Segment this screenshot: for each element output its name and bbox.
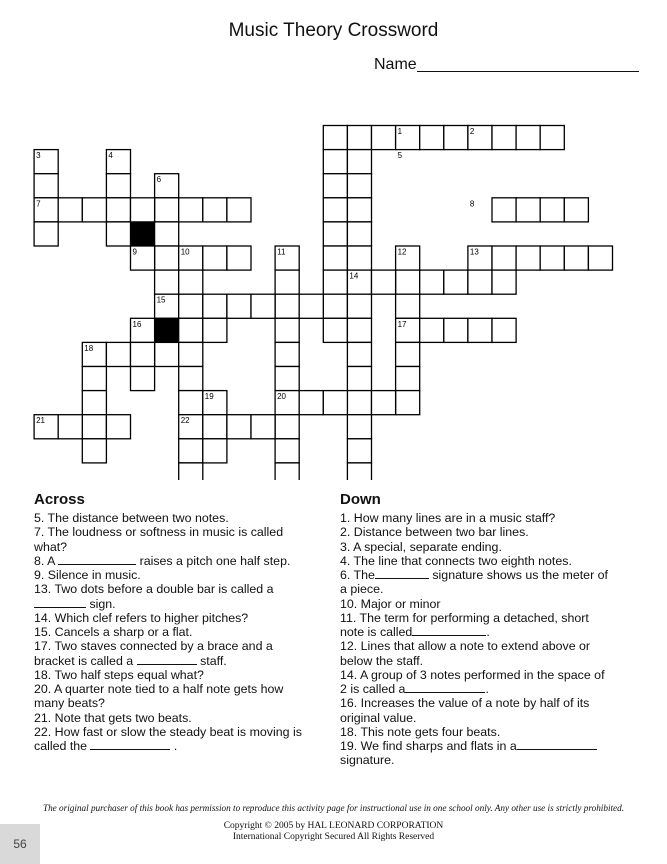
- crossword-cell[interactable]: [323, 174, 347, 198]
- clue-line: [34, 597, 302, 611]
- crossword-cell[interactable]: [492, 246, 516, 270]
- clue-number: 3: [36, 151, 41, 161]
- crossword-cell[interactable]: [131, 342, 155, 366]
- crossword-cell[interactable]: [564, 198, 588, 222]
- clue-text: called the: [34, 739, 91, 753]
- answer-blank: [412, 625, 486, 636]
- clue-text: 14. Which clef refers to higher pitches?: [34, 610, 249, 625]
- clue-line: [34, 554, 302, 568]
- crossword-cell[interactable]: [396, 294, 420, 318]
- clue-number: 21: [36, 416, 46, 426]
- crossword-cell[interactable]: [58, 415, 82, 439]
- crossword-cell[interactable]: [347, 439, 371, 463]
- crossword-cell[interactable]: [420, 126, 444, 150]
- crossword-cell[interactable]: [179, 270, 203, 294]
- across-clue-list: [34, 511, 302, 753]
- clue-line: [34, 511, 302, 525]
- clue-line: [340, 639, 608, 653]
- clue-line: [340, 597, 608, 611]
- clue-line: [34, 654, 302, 668]
- clue-number: 15: [156, 295, 166, 305]
- crossword-cell[interactable]: [347, 415, 371, 439]
- crossword-cell[interactable]: [275, 463, 299, 480]
- crossword-cell[interactable]: [323, 150, 347, 174]
- crossword-cell[interactable]: [179, 367, 203, 391]
- clue-text: signature.: [340, 753, 395, 768]
- clue-text: 4. The line that connects two eighth notes.: [340, 553, 572, 568]
- clue-line: [340, 696, 608, 710]
- crossword-cell[interactable]: [347, 367, 371, 391]
- clue-line: [34, 739, 302, 753]
- clue-number: 9: [132, 247, 137, 257]
- crossword-cell[interactable]: [203, 246, 227, 270]
- crossword-cell[interactable]: [82, 415, 106, 439]
- crossword-cell[interactable]: [396, 342, 420, 366]
- crossword-cell[interactable]: [227, 294, 251, 318]
- clue-text: 7. The loudness or softness in music is called: [34, 525, 284, 540]
- down-heading: Down: [340, 491, 381, 508]
- clue-number: 4: [108, 151, 113, 161]
- clue-line: [34, 682, 302, 696]
- clue-line: [34, 582, 302, 596]
- crossword-cell[interactable]: [323, 126, 347, 150]
- clue-number: 12: [397, 247, 407, 257]
- crossword-cell[interactable]: [323, 391, 347, 415]
- clue-number: 18: [84, 343, 94, 353]
- clue-line: [340, 654, 608, 668]
- clue-line: [340, 682, 608, 696]
- crossword-cell[interactable]: [540, 198, 564, 222]
- clue-line: [340, 668, 608, 682]
- answer-blank: [34, 597, 86, 608]
- clue-line: [34, 611, 302, 625]
- clue-line: [340, 625, 608, 639]
- crossword-cell[interactable]: [347, 126, 371, 150]
- crossword-cell[interactable]: [131, 198, 155, 222]
- crossword-cell[interactable]: [203, 439, 227, 463]
- crossword-cell[interactable]: [396, 391, 420, 415]
- crossword-cell[interactable]: [492, 198, 516, 222]
- crossword-cell[interactable]: [444, 270, 468, 294]
- clue-text: 10. Major or minor: [340, 596, 441, 611]
- crossword-cell[interactable]: [58, 198, 82, 222]
- clue-line: [34, 725, 302, 739]
- crossword-cell[interactable]: [396, 367, 420, 391]
- clue-number: 2: [469, 127, 475, 136]
- crossword-cell[interactable]: [179, 294, 203, 318]
- clue-text: 3. A special, separate ending.: [340, 539, 502, 554]
- clue-text: 21. Note that gets two beats.: [34, 710, 192, 725]
- crossword-cell[interactable]: [179, 391, 203, 415]
- crossword-cell[interactable]: [420, 270, 444, 294]
- clue-text: 8. A: [34, 553, 59, 568]
- clue-text: 13. Two dots before a double bar is called a: [34, 582, 274, 597]
- crossword-cell[interactable]: [203, 198, 227, 222]
- crossword-cell[interactable]: [203, 415, 227, 439]
- clue-line: [340, 568, 608, 582]
- clue-number: 19: [204, 392, 214, 402]
- down-clue-list: [340, 511, 608, 768]
- crossword-cell[interactable]: [540, 246, 564, 270]
- clue-text: 11. The term for performing a detached, short: [340, 610, 589, 625]
- crossword-cell[interactable]: [106, 222, 130, 246]
- crossword-cell[interactable]: [131, 367, 155, 391]
- name-label: Name: [374, 56, 417, 73]
- clue-text: note is called: [340, 625, 413, 639]
- clue-text: .: [486, 625, 490, 639]
- crossword-cell[interactable]: [347, 246, 371, 270]
- clue-number: 1: [397, 127, 403, 136]
- crossword-cell[interactable]: [347, 150, 371, 174]
- copyright-block: [0, 821, 667, 843]
- crossword-cell[interactable]: [106, 415, 130, 439]
- clue-text: 16. Increases the value of a note by half of its: [340, 696, 590, 711]
- crossword-cell[interactable]: [516, 246, 540, 270]
- crossword-cell[interactable]: [347, 318, 371, 342]
- clue-text: raises a pitch one half step.: [136, 553, 291, 568]
- page-title: Music Theory Crossword: [228, 20, 439, 41]
- permission-note: The original purchaser of this book has permission to reproduce this activity page for instructional use in one school only. Any other use is strictly prohibited.: [42, 803, 625, 813]
- crossword-cell[interactable]: [155, 198, 179, 222]
- answer-blank: [90, 739, 170, 750]
- clue-line: [34, 711, 302, 725]
- crossword-cell[interactable]: [588, 246, 612, 270]
- clue-text: 17. Two staves connected by a brace and a: [34, 639, 273, 654]
- clue-line: [34, 540, 302, 554]
- crossword-cell[interactable]: [82, 198, 106, 222]
- clue-text: sign.: [86, 596, 116, 611]
- clue-line: [340, 540, 608, 554]
- clue-text: 6. The: [340, 568, 375, 582]
- crossword-cell[interactable]: [34, 174, 58, 198]
- crossword-cell[interactable]: [106, 198, 130, 222]
- clue-number: 7: [36, 199, 41, 209]
- crossword-cell[interactable]: [275, 270, 299, 294]
- crossword-cell[interactable]: [372, 391, 396, 415]
- crossword-cell[interactable]: [420, 318, 444, 342]
- clue-line: [340, 611, 608, 625]
- crossword-cell[interactable]: [323, 270, 347, 294]
- clue-number: 6: [156, 175, 162, 185]
- clue-line: [34, 625, 302, 639]
- clue-text: .: [485, 682, 489, 696]
- crossword-cell[interactable]: [203, 318, 227, 342]
- clue-line: [34, 639, 302, 653]
- crossword-cell[interactable]: [492, 270, 516, 294]
- crossword-cell[interactable]: [323, 198, 347, 222]
- clue-line: [34, 668, 302, 682]
- clue-text: staff.: [196, 653, 227, 668]
- crossword-cell[interactable]: [347, 174, 371, 198]
- crossword-cell[interactable]: [106, 174, 130, 198]
- clue-text: many beats?: [34, 696, 105, 711]
- crossword-cell[interactable]: [251, 294, 275, 318]
- crossword-cell[interactable]: [444, 318, 468, 342]
- copyright-line: Copyright © 2005 by HAL LEONARD CORPORATION: [223, 821, 444, 831]
- clue-text: 22. How fast or slow the steady beat is moving is: [34, 724, 302, 739]
- crossword-cell[interactable]: [227, 415, 251, 439]
- crossword-cell[interactable]: [516, 126, 540, 150]
- clue-text: a piece.: [340, 582, 384, 597]
- clue-line: [340, 582, 608, 596]
- clue-text: 19. We find sharps and flats in a: [340, 739, 517, 753]
- answer-blank: [137, 654, 197, 665]
- clue-number: 10: [180, 247, 190, 257]
- answer-blank: [58, 554, 136, 565]
- clue-text: bracket is called a: [34, 653, 137, 668]
- clue-text: signature shows us the meter of: [428, 568, 608, 582]
- crossword-cell[interactable]: [372, 270, 396, 294]
- crossword-cell[interactable]: [82, 439, 106, 463]
- crossword-cell[interactable]: [82, 367, 106, 391]
- crossword-cell[interactable]: [540, 126, 564, 150]
- crossword-cell[interactable]: [468, 270, 492, 294]
- clue-number: 13: [469, 247, 479, 257]
- crossword-cell[interactable]: [347, 463, 371, 480]
- clue-text: what?: [34, 539, 68, 554]
- crossword-cell[interactable]: [179, 439, 203, 463]
- crossword-cell[interactable]: [227, 246, 251, 270]
- crossword-cell[interactable]: [155, 270, 179, 294]
- crossword-cell[interactable]: [179, 198, 203, 222]
- clue-text: 9. Silence in music.: [34, 568, 141, 582]
- clue-text: 2. Distance between two bar lines.: [340, 525, 529, 540]
- copyright-line: International Copyright Secured All Rights Reserved: [232, 832, 435, 842]
- crossword-cell[interactable]: [492, 318, 516, 342]
- crossword-cell[interactable]: [516, 198, 540, 222]
- crossword-cell[interactable]: [155, 222, 179, 246]
- crossword-cell[interactable]: [275, 342, 299, 366]
- across-heading: Across: [34, 491, 85, 508]
- crossword-cell[interactable]: [155, 342, 179, 366]
- clue-line: [340, 525, 608, 539]
- answer-blank: [517, 739, 597, 750]
- crossword-cell[interactable]: [106, 342, 130, 366]
- clue-text: original value.: [340, 710, 417, 725]
- page-number: 56: [0, 824, 40, 864]
- crossword-cell[interactable]: [203, 294, 227, 318]
- clue-line: [340, 511, 608, 525]
- crossword-cell[interactable]: [396, 270, 420, 294]
- crossword-cell[interactable]: [179, 318, 203, 342]
- crossword-cell[interactable]: [275, 294, 299, 318]
- clue-text: 1. How many lines are in a music staff?: [340, 511, 556, 525]
- crossword-cell[interactable]: [564, 246, 588, 270]
- crossword-cell[interactable]: [468, 318, 492, 342]
- clue-line: [34, 696, 302, 710]
- crossword-cell[interactable]: [347, 198, 371, 222]
- clue-line: [340, 554, 608, 568]
- clue-number: 17: [397, 319, 407, 329]
- clue-text: 18. Two half steps equal what?: [34, 667, 204, 682]
- crossword-cell[interactable]: [444, 126, 468, 150]
- clue-text: 14. A group of 3 notes performed in the space of: [340, 667, 605, 682]
- crossword-cell[interactable]: [347, 391, 371, 415]
- crossword-cell[interactable]: [347, 222, 371, 246]
- clue-number: 14: [349, 271, 359, 281]
- crossword-cell[interactable]: [323, 222, 347, 246]
- answer-blank: [375, 568, 429, 579]
- clue-line: [34, 568, 302, 582]
- clue-text: 15. Cancels a sharp or a flat.: [34, 625, 193, 639]
- clue-text: 5. The distance between two notes.: [34, 511, 229, 525]
- clue-text: 12. Lines that allow a note to extend above or: [340, 639, 591, 654]
- crossword-block: [155, 318, 179, 342]
- clue-text: .: [170, 739, 178, 753]
- crossword-cell[interactable]: [492, 126, 516, 150]
- clue-text: below the staff.: [340, 653, 424, 668]
- crossword-cell[interactable]: [323, 318, 347, 342]
- clue-line: [34, 525, 302, 539]
- crossword-cell[interactable]: [251, 415, 275, 439]
- clue-number: 16: [132, 319, 142, 329]
- crossword-cell[interactable]: [82, 391, 106, 415]
- crossword-cell[interactable]: [372, 126, 396, 150]
- crossword-cell[interactable]: [275, 439, 299, 463]
- crossword-cell[interactable]: [347, 342, 371, 366]
- crossword-block: [131, 222, 155, 246]
- crossword-cell[interactable]: [323, 246, 347, 270]
- clue-text: 18. This note gets four beats.: [340, 724, 501, 739]
- clue-number: 11: [277, 247, 286, 257]
- clue-line: [340, 739, 608, 753]
- clue-line: [340, 753, 608, 767]
- crossword-cell[interactable]: [275, 367, 299, 391]
- crossword-cell[interactable]: [275, 415, 299, 439]
- crossword-cell[interactable]: [179, 342, 203, 366]
- crossword-cell[interactable]: [299, 391, 323, 415]
- crossword-cell[interactable]: [275, 318, 299, 342]
- clue-line: [340, 725, 608, 739]
- clue-number: 22: [180, 416, 190, 426]
- clue-number: 20: [277, 392, 287, 402]
- clue-line: [340, 711, 608, 725]
- crossword-cell[interactable]: [347, 294, 371, 318]
- crossword-cell[interactable]: [299, 294, 323, 318]
- crossword-cell[interactable]: [34, 222, 58, 246]
- crossword-cell[interactable]: [179, 463, 203, 480]
- clue-number: 5: [397, 151, 403, 161]
- clue-number: 8: [469, 199, 475, 209]
- clue-text: 20. A quarter note tied to a half note gets how: [34, 682, 284, 696]
- crossword-cell[interactable]: [323, 294, 347, 318]
- clue-text: 2 is called a: [340, 682, 406, 696]
- answer-blank: [405, 682, 485, 693]
- crossword-cell[interactable]: [155, 246, 179, 270]
- crossword-cell[interactable]: [227, 198, 251, 222]
